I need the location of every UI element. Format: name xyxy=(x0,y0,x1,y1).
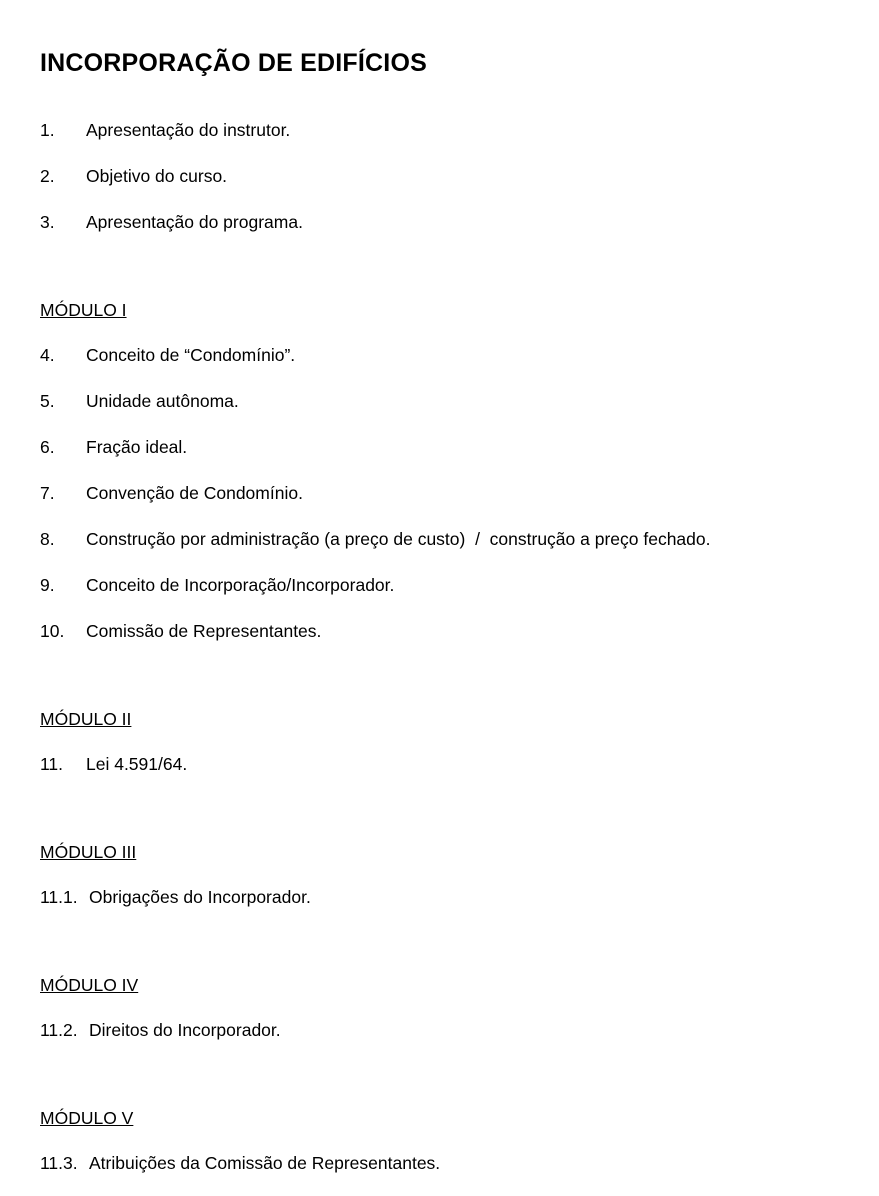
list-item xyxy=(40,754,839,775)
list-item xyxy=(40,212,839,233)
list-item-number: 11.3. xyxy=(40,1153,78,1173)
list-item-number: 6. xyxy=(40,437,55,457)
list-item-number: 5. xyxy=(40,391,55,411)
list-item-number: 11.2. xyxy=(40,1020,78,1040)
list-item-number: 7. xyxy=(40,483,55,503)
list-item xyxy=(40,391,839,412)
module-section-2 xyxy=(40,667,839,775)
module-heading: MÓDULO II xyxy=(40,709,132,729)
module-heading: MÓDULO I xyxy=(40,300,127,320)
list-item-number: 10. xyxy=(40,621,65,641)
list-item-text: Conceito de “Condomínio”. xyxy=(86,345,296,365)
list-item xyxy=(40,483,839,504)
module-heading: MÓDULO IV xyxy=(40,975,139,995)
list-item-number: 3. xyxy=(40,212,55,232)
document-body xyxy=(40,120,839,1174)
list-item-text: Apresentação do instrutor. xyxy=(86,120,291,140)
list-item xyxy=(40,1020,839,1041)
list-item-text: Construção por administração (a preço de custo) / construção a preço fechado. xyxy=(86,529,711,549)
list-item-number: 9. xyxy=(40,575,55,595)
list-item-text: Comissão de Representantes. xyxy=(86,621,322,641)
module-section-3 xyxy=(40,800,839,908)
list-item xyxy=(40,345,839,366)
list-item-number: 4. xyxy=(40,345,55,365)
list-item-text: Fração ideal. xyxy=(86,437,188,457)
module-heading: MÓDULO V xyxy=(40,1108,134,1128)
module-section-1 xyxy=(40,258,839,642)
list-item-number: 11.1. xyxy=(40,887,78,907)
module-heading: MÓDULO III xyxy=(40,842,137,862)
list-item-text: Lei 4.591/64. xyxy=(86,754,188,774)
module-section-5 xyxy=(40,1066,839,1174)
list-item-text: Obrigações do Incorporador. xyxy=(89,887,311,907)
list-item-text: Objetivo do curso. xyxy=(86,166,228,186)
list-item-number: 2. xyxy=(40,166,55,186)
page-title: INCORPORAÇÃO DE EDIFÍCIOS xyxy=(40,49,427,77)
intro-list xyxy=(40,120,839,233)
list-item-text: Conceito de Incorporação/Incorporador. xyxy=(86,575,395,595)
list-item xyxy=(40,166,839,187)
list-item-text: Apresentação do programa. xyxy=(86,212,303,232)
list-item xyxy=(40,621,839,642)
list-item-text: Convenção de Condomínio. xyxy=(86,483,303,503)
list-item xyxy=(40,1153,839,1174)
list-item-text: Direitos do Incorporador. xyxy=(89,1020,281,1040)
list-item xyxy=(40,120,839,141)
list-item xyxy=(40,529,839,550)
list-item xyxy=(40,437,839,458)
list-item-text: Atribuições da Comissão de Representantes. xyxy=(89,1153,441,1173)
list-item xyxy=(40,887,839,908)
list-item-number: 11. xyxy=(40,754,64,774)
list-item-text: Unidade autônoma. xyxy=(86,391,239,411)
module-section-4 xyxy=(40,933,839,1041)
list-item xyxy=(40,575,839,596)
list-item-number: 8. xyxy=(40,529,55,549)
list-item-number: 1. xyxy=(40,120,55,140)
